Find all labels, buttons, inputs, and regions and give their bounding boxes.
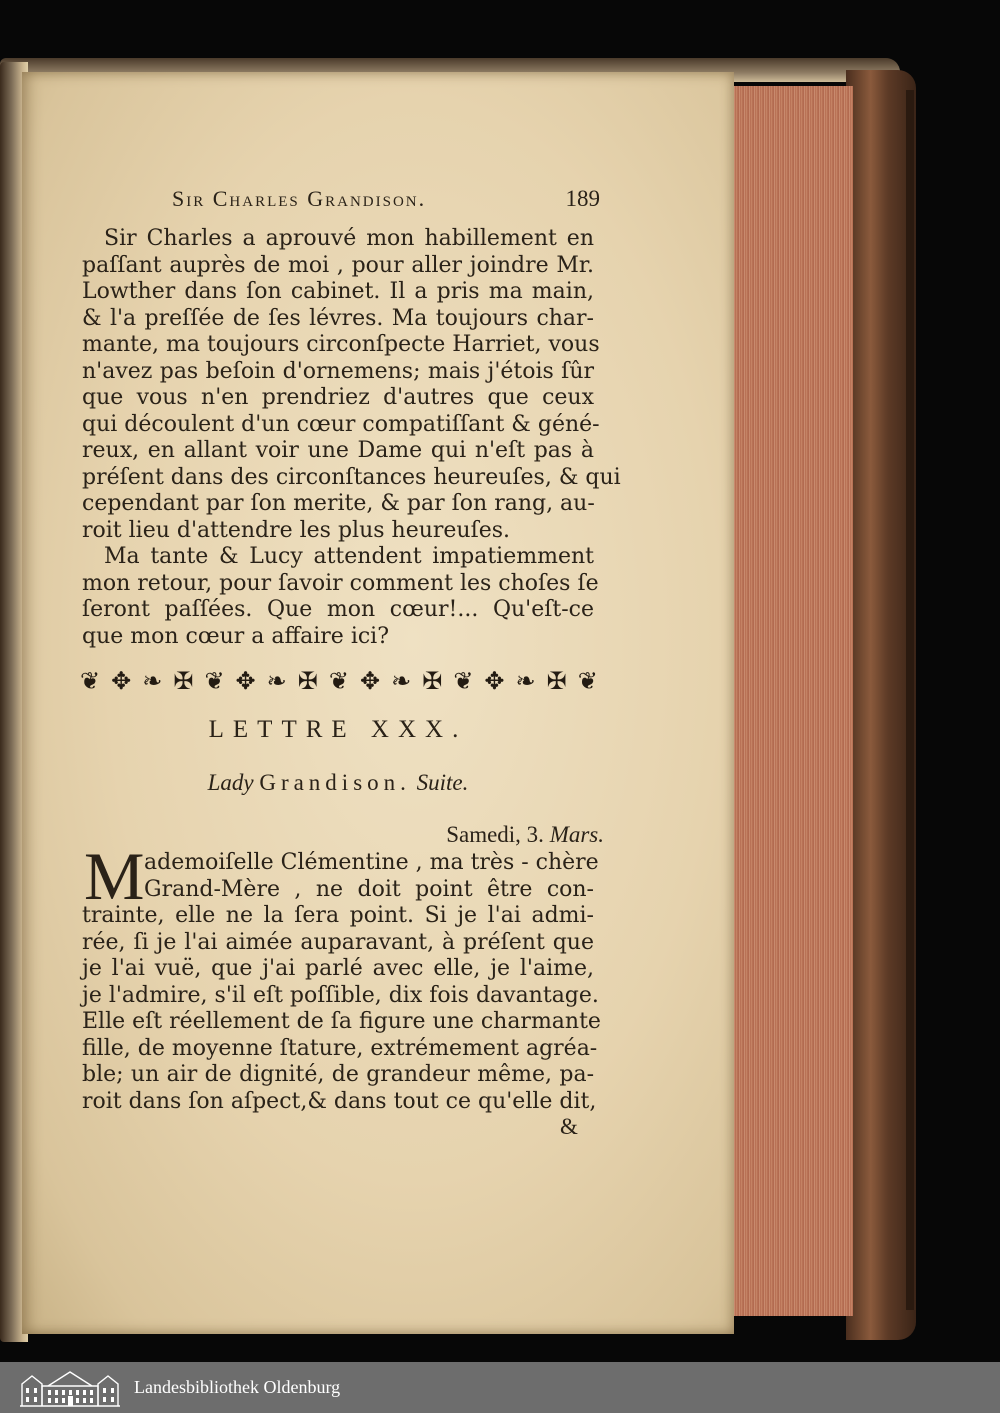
ornament-glyph: ✥ (235, 667, 254, 695)
ornament-glyph: ❦ (577, 667, 596, 695)
text-line: reux, en allant voir une Dame qui n'eſt pas à (82, 438, 594, 463)
ornament-glyph: ❦ (453, 667, 472, 695)
catchword: & (560, 1114, 578, 1139)
date-day: Samedi, 3. (446, 822, 544, 847)
text-line: roit dans ſon aſpect,& dans tout ce qu'elle dit, (82, 1088, 597, 1114)
paragraph-3 (82, 850, 601, 1115)
ornament-glyph: ❦ (80, 667, 99, 695)
ornament-band (80, 664, 596, 698)
running-header (172, 186, 600, 216)
text-line: rée, ſi je l'ai aimée auparavant, à préſent que (82, 929, 594, 955)
text-line: ble; un air de dignité, de grandeur même, pa- (82, 1062, 594, 1087)
ornament-glyph: ❦ (204, 667, 223, 695)
subtitle-name: Grandison. (259, 770, 411, 795)
paragraph-1 (82, 226, 621, 650)
subtitle-lady: Lady (207, 770, 254, 795)
dateline (82, 822, 604, 848)
text-line: fille, de moyenne ſtature, extrémement agréa- (82, 1035, 598, 1061)
ornament-glyph: ❧ (515, 667, 534, 695)
text-line: qui découlent d'un cœur compatiſſant & géné- (82, 411, 600, 437)
text-line: Ma tante & Lucy attendent impatiemment (104, 544, 594, 569)
drop-cap: M (84, 838, 145, 914)
text-line: que mon cœur a affaire ici? (82, 623, 390, 649)
text-line: Sir Charles a aprouvé mon habillement en (104, 226, 594, 251)
subtitle-suite: Suite. (416, 770, 469, 795)
date-month: Mars. (549, 822, 604, 847)
ornament-glyph: ✠ (297, 667, 316, 695)
text-line: Grand-Mère , ne doit point être con- (144, 876, 594, 902)
text-line: ademoiſelle Clémentine , ma très - chère (144, 850, 599, 875)
text-line: préſent dans des circonſtances heureuſes, & qui (82, 464, 621, 490)
running-title: Sir Charles Grandison. (172, 186, 427, 211)
text-line: que vous n'en prendriez d'autres que ceux (82, 385, 594, 410)
text-line: Lowther dans ſon cabinet. Il a pris ma main, (82, 279, 594, 304)
text-line: n'avez pas beſoin d'ornemens; mais j'étois ſûr (82, 358, 594, 384)
ornament-glyph: ✥ (111, 667, 130, 695)
ornament-glyph: ✠ (173, 667, 192, 695)
text-line: cependant par ſon merite, & par ſon rang, au- (82, 491, 595, 516)
text-line: je l'ai vuë, que j'ai parlé avec elle, je l'aime, (82, 956, 594, 981)
library-building-icon (18, 1368, 122, 1408)
ornament-glyph: ❧ (266, 667, 285, 695)
ornament-glyph: ✠ (546, 667, 565, 695)
ornament-glyph: ❦ (328, 667, 347, 695)
text-line: Elle eſt réellement de ſa figure une charmante (82, 1009, 601, 1034)
page-number: 189 (565, 186, 600, 211)
page-edges (722, 86, 853, 1316)
text-line: & l'a preſſée de ſes lévres. Ma toujours char- (82, 305, 594, 331)
text-line: trainte, elle ne la ſera point. Si je l'ai admi- (82, 903, 594, 928)
ornament-glyph: ❧ (142, 667, 161, 695)
ornament-glyph: ✠ (422, 667, 441, 695)
ornament-glyph: ❧ (391, 667, 410, 695)
footer-bar (0, 1362, 1000, 1413)
library-name: Landesbibliothek Oldenburg (134, 1377, 341, 1397)
spine-shadow (906, 90, 914, 1310)
ornament-glyph: ✥ (484, 667, 503, 695)
letter-title: LETTRE XXX. (208, 716, 468, 743)
text-line: paſſant auprès de moi , pour aller joindre Mr. (82, 252, 594, 278)
letter-subtitle (82, 770, 594, 796)
text-line: ſeront paſſées. Que mon cœur!... Qu'eſt-ce (82, 597, 594, 622)
text-line: roit lieu d'attendre les plus heureuſes. (82, 517, 511, 543)
text-line: je l'admire, s'il eſt poſſible, dix fois davantage. (82, 982, 599, 1008)
text-line: mante, ma toujours circonſpecte Harriet, vous (82, 332, 600, 357)
ornament-glyph: ✥ (359, 667, 379, 695)
text-line: mon retour, pour ſavoir comment les choſes ſe (82, 570, 599, 596)
